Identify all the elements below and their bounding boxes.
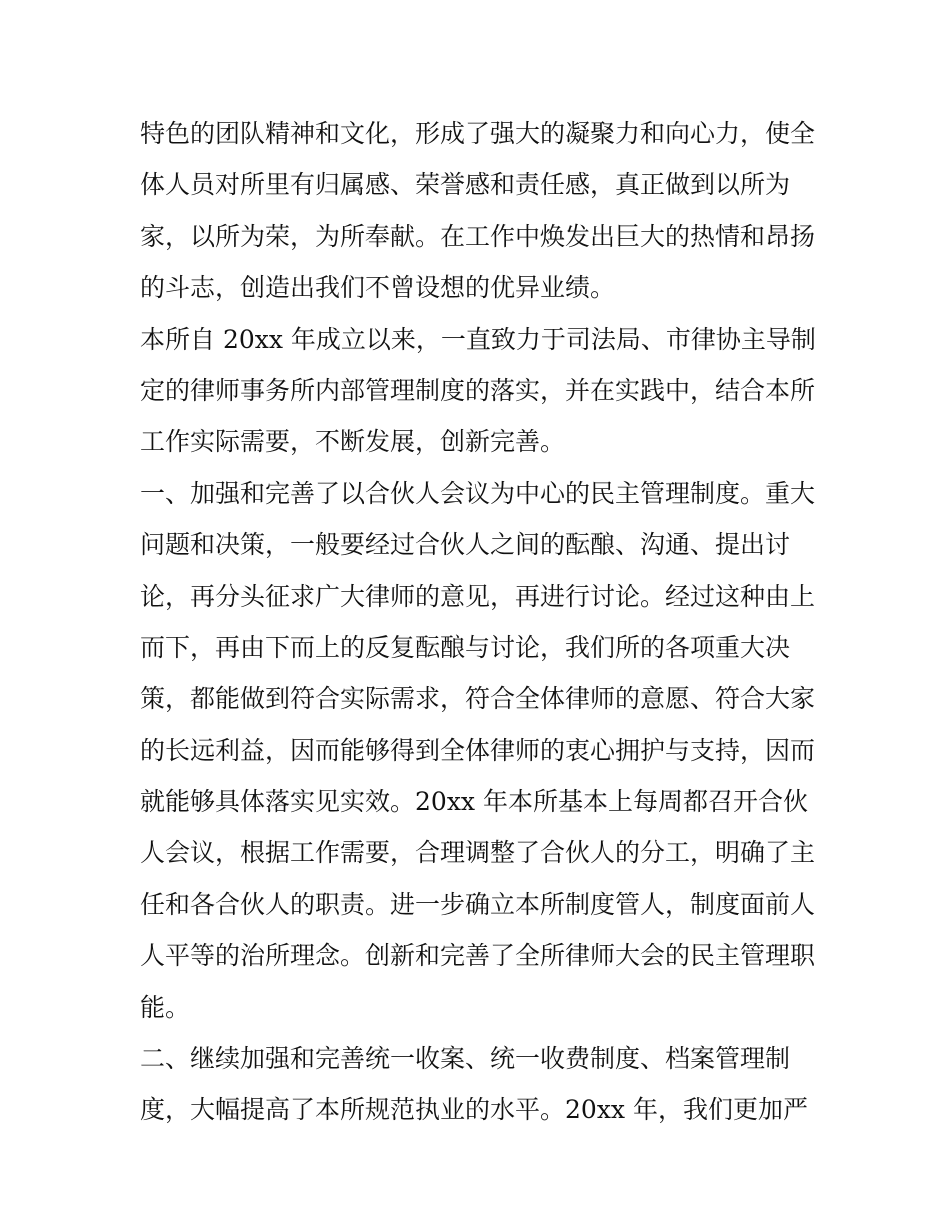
text-line: 策，都能做到符合实际需求，符合全体律师的意愿、符合大家 (140, 684, 816, 714)
text-line: 本所自 20xx 年成立以来，一直致力于司法局、市律协主导制 (140, 324, 816, 354)
text-line: 定的律师事务所内部管理制度的落实，并在实践中，结合本所 (140, 375, 816, 405)
document-body (140, 108, 816, 1136)
text-line: 度，大幅提高了本所规范执业的水平。20xx 年，我们更加严 (140, 1095, 808, 1125)
text-line: 体人员对所里有归属感、荣誉感和责任感，真正做到以所为 (140, 170, 791, 200)
text-line: 特色的团队精神和文化，形成了强大的凝聚力和向心力，使全 (140, 119, 816, 148)
text-line: 一、加强和完善了以合伙人会议为中心的民主管理制度。重大 (140, 478, 816, 508)
text-line: 论，再分头征求广大律师的意见，再进行讨论。经过这种由上 (140, 581, 816, 611)
paragraph-section-one (140, 468, 816, 1033)
text-line: 工作实际需要，不断发展，创新完善。 (140, 427, 566, 457)
text-line: 问题和决策，一般要经过合伙人之间的酝酿、沟通、提出讨 (140, 530, 791, 560)
text-line: 人会议，根据工作需要，合理调整了合伙人的分工，明确了主 (140, 838, 816, 868)
text-line: 人平等的治所理念。创新和完善了全所律师大会的民主管理职 (140, 941, 816, 971)
text-line: 二、继续加强和完善统一收案、统一收费制度、档案管理制 (140, 1044, 791, 1074)
text-line: 任和各合伙人的职责。进一步确立本所制度管人，制度面前人 (140, 889, 816, 919)
paragraph-team-culture (140, 108, 816, 314)
text-line: 家，以所为荣，为所奉献。在工作中焕发出巨大的热情和昂扬 (140, 221, 816, 251)
paragraph-section-two (140, 1033, 816, 1136)
paragraph-founding (140, 314, 816, 468)
text-line: 就能够具体落实见实效。20xx 年本所基本上每周都召开合伙 (140, 787, 808, 817)
text-line: 的长远利益，因而能够得到全体律师的衷心拥护与支持，因而 (140, 735, 816, 765)
text-line: 的斗志，创造出我们不曾设想的优异业绩。 (140, 273, 616, 303)
text-line: 能。 (140, 992, 191, 1022)
text-line: 而下，再由下而上的反复酝酿与讨论，我们所的各项重大决 (140, 632, 791, 662)
